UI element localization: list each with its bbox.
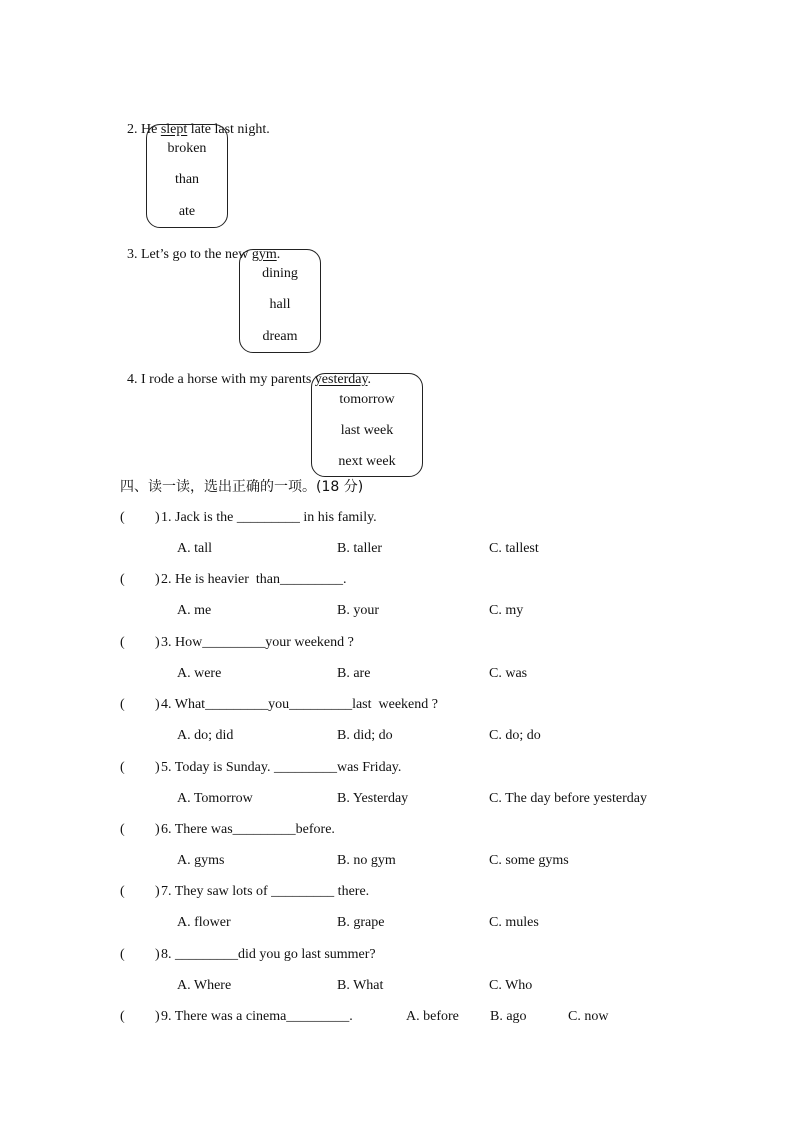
answer-paren-close: ) <box>155 510 160 525</box>
question-3-text: 3. How_________your weekend ? <box>161 635 354 650</box>
item-4-prefix: 4. I rode a horse with my parents <box>127 372 315 387</box>
question-5-option-b: B. Yesterday <box>337 791 409 806</box>
question-1-option-c: C. tallest <box>489 541 539 556</box>
item-3-option-2: hall <box>269 297 291 312</box>
item-2-underlined-word: slept <box>160 122 188 137</box>
answer-paren-open[interactable]: ( <box>120 947 125 962</box>
question-8-option-b: B. What <box>337 978 384 993</box>
item-3-option-box <box>239 249 321 353</box>
answer-paren-close: ) <box>155 697 160 712</box>
question-1-text: 1. Jack is the _________ in his family. <box>161 510 377 525</box>
answer-paren-close: ) <box>155 947 160 962</box>
question-2-option-b: B. your <box>337 603 379 618</box>
item-2-option-3: ate <box>178 204 196 219</box>
question-7-text: 7. They saw lots of _________ there. <box>161 884 370 899</box>
item-4-option-3: next week <box>338 454 396 469</box>
question-7-option-c: C. mules <box>489 915 539 930</box>
question-5-option-c: C. The day before yesterday <box>489 791 647 806</box>
question-9-option-c: C. now <box>568 1009 609 1024</box>
item-3-underlined-word: gym <box>251 247 277 262</box>
question-4-text: 4. What_________you_________last weekend ? <box>161 697 438 712</box>
item-4-option-box <box>311 373 423 477</box>
item-2-option-box <box>146 124 228 228</box>
answer-paren-open[interactable]: ( <box>120 510 125 525</box>
question-8-option-c: C. Who <box>489 978 533 993</box>
question-6-option-c: C. some gyms <box>489 853 569 868</box>
answer-paren-close: ) <box>155 635 160 650</box>
item-2-option-2: than <box>174 172 200 187</box>
answer-paren-open[interactable]: ( <box>120 697 125 712</box>
section-4-heading: 四、读一读，选出正确的一项。(18 分) <box>120 479 364 495</box>
question-6-option-a: A. gyms <box>177 853 225 868</box>
question-2-option-a: A. me <box>177 603 212 618</box>
item-2-prefix: 2. He <box>127 122 161 137</box>
answer-paren-open[interactable]: ( <box>120 1009 125 1024</box>
question-1-option-a: A. tall <box>177 541 212 556</box>
item-3-option-1: dining <box>262 266 298 281</box>
question-4-option-b: B. did; do <box>337 728 393 743</box>
question-7-option-b: B. grape <box>337 915 385 930</box>
question-4-option-c: C. do; do <box>489 728 541 743</box>
question-5-option-a: A. Tomorrow <box>177 791 253 806</box>
question-6-text: 6. There was_________before. <box>161 822 335 837</box>
answer-paren-close: ) <box>155 760 160 775</box>
question-9-text: 9. There was a cinema_________. <box>161 1009 353 1024</box>
question-7-option-a: A. flower <box>177 915 231 930</box>
question-3-option-b: B. are <box>337 666 371 681</box>
item-3-suffix: . <box>276 247 281 262</box>
question-6-option-b: B. no gym <box>337 853 396 868</box>
item-3-option-3: dream <box>262 329 298 344</box>
answer-paren-close: ) <box>155 1009 160 1024</box>
item-3-prefix: 3. Let’s go to the new <box>127 247 252 262</box>
answer-paren-close: ) <box>155 572 160 587</box>
question-2-text: 2. He is heavier than_________. <box>161 572 347 587</box>
question-9-option-a: A. before <box>406 1009 459 1024</box>
question-8-option-a: A. Where <box>177 978 232 993</box>
item-2-option-1: broken <box>167 141 207 156</box>
question-2-option-c: C. my <box>489 603 524 618</box>
answer-paren-open[interactable]: ( <box>120 635 125 650</box>
question-3-option-a: A. were <box>177 666 222 681</box>
item-2-suffix: late last night. <box>187 122 270 137</box>
item-4-suffix: . <box>367 372 372 387</box>
answer-paren-open[interactable]: ( <box>120 884 125 899</box>
item-4-underlined-word: yesterday <box>314 372 368 387</box>
answer-paren-close: ) <box>155 884 160 899</box>
question-5-text: 5. Today is Sunday. _________was Friday. <box>161 760 402 775</box>
answer-paren-open[interactable]: ( <box>120 760 125 775</box>
question-3-option-c: C. was <box>489 666 528 681</box>
item-4-option-1: tomorrow <box>339 392 395 407</box>
question-4-option-a: A. do; did <box>177 728 234 743</box>
item-4-option-2: last week <box>340 423 394 438</box>
question-9-option-b: B. ago <box>490 1009 527 1024</box>
answer-paren-close: ) <box>155 822 160 837</box>
answer-paren-open[interactable]: ( <box>120 572 125 587</box>
answer-paren-open[interactable]: ( <box>120 822 125 837</box>
question-1-option-b: B. taller <box>337 541 383 556</box>
question-8-text: 8. _________did you go last summer? <box>161 947 376 962</box>
